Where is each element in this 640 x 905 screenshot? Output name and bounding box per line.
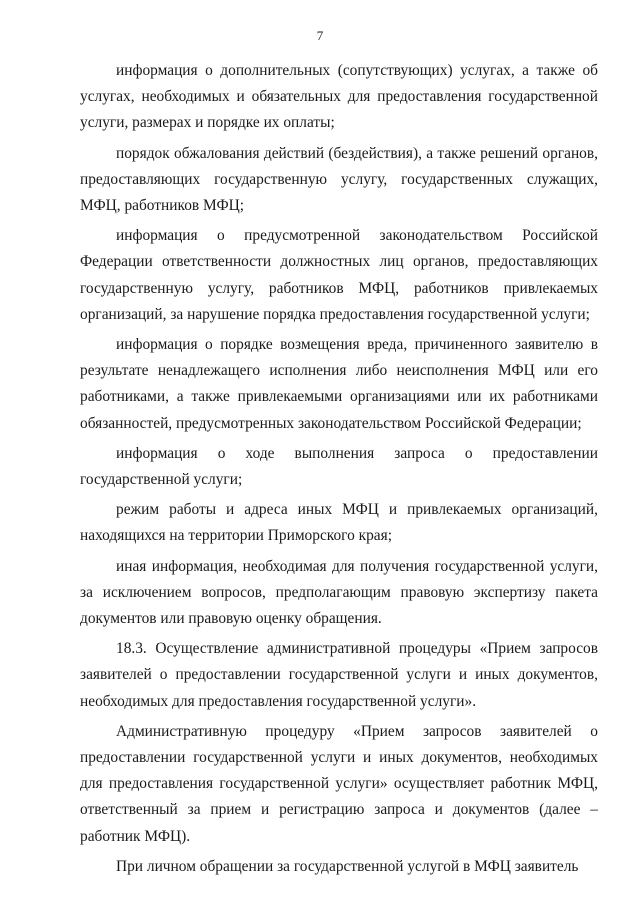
paragraph-appeal-procedure: порядок обжалования действий (бездействия), а также решений органов, предоставляющих государственную услугу, государственных служащих, МФЦ, работников МФЦ; [80, 144, 598, 215]
paragraph-procedure-performer: Административную процедуру «Прием запросов заявителей о предоставлении государственной услуги и иных документов, необходимых для предоставления государственной услуги» осуществляет работник МФЦ, ответственный за прием и регистрацию запроса и документов (далее – работник МФЦ). [80, 722, 598, 845]
paragraph-request-progress: информация о ходе выполнения запроса о предоставлении государственной услуги; [80, 444, 598, 489]
paragraph-personal-request: При личном обращении за государственной услугой в МФЦ заявитель [116, 857, 579, 875]
paragraph-damage-compensation: информация о порядке возмещения вреда, причиненного заявителю в результате ненадлежащего исполнения либо неисполнения МФЦ или его работниками, а также привлекаемыми организациями или их работниками обязанностей, предусмотренных законодательством Российской Федерации; [80, 336, 598, 432]
paragraph-work-schedule: режим работы и адреса иных МФЦ и привлекаемых организаций, находящихся на территории Приморского края; [80, 501, 598, 545]
paragraph-other-information: иная информация, необходимая для получения государственной услуги, за исключением вопросов, предполагающим правовую экспертизу пакета документов или правовую оценку обращения. [80, 557, 598, 628]
paragraph-officials-liability: информация о предусмотренной законодательством Российской Федерации ответственности должностных лиц органов, предоставляющих государственную услугу, работников МФЦ, работников привлекаемых организаций, за нарушение порядка предоставления государственной услуги; [80, 227, 598, 323]
paragraph-additional-services: информация о дополнительных (сопутствующих) услугах, а также об услугах, необходимых и обязательных для предоставления государственной услуги, размерах и порядке их оплаты; [80, 62, 598, 132]
document-body [80, 58, 598, 884]
section-heading-18-3: 18.3. Осуществление административной процедуры «Прием запросов заявителей о предоставлении государственной услуги и иных документов, необходимых для предоставления государственной услуги». [80, 640, 598, 710]
page-number: 7 [316, 28, 324, 43]
